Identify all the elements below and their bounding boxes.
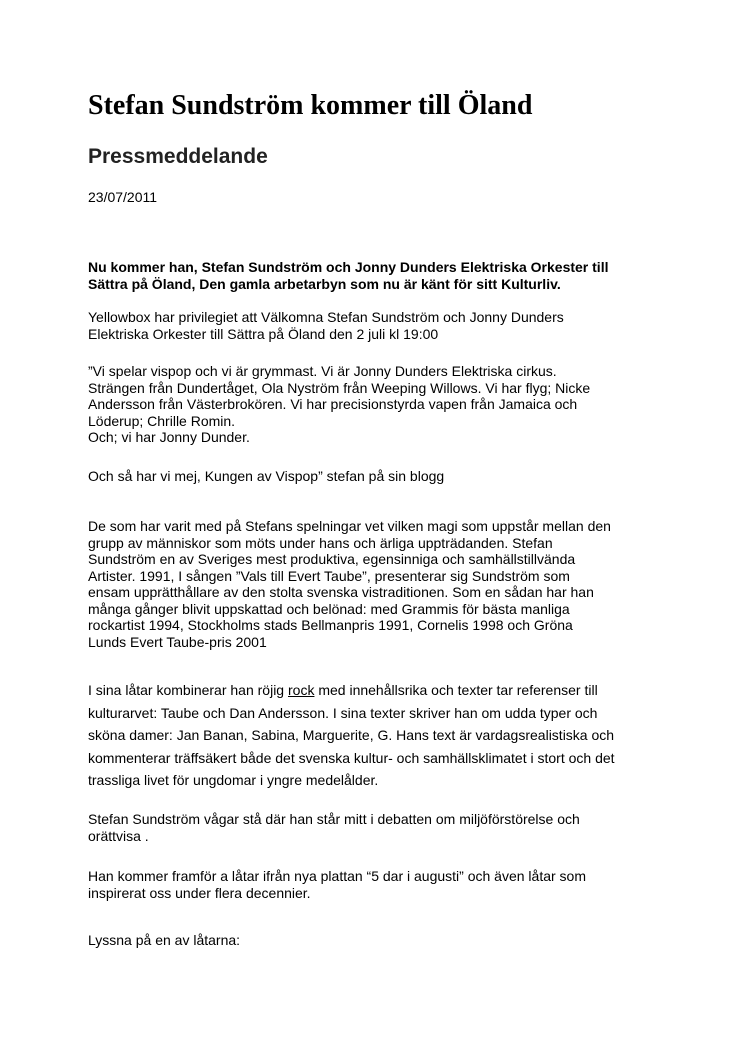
paragraph-line: många gånger blivit uppskattad och belönad: med Grammis för bästa manliga — [88, 600, 570, 617]
paragraph-line: rockartist 1994, Stockholms stads Bellmanpris 1991, Cornelis 1998 och Gröna — [88, 617, 573, 633]
paragraph-line: Löderup; Chrille Romin. — [88, 412, 236, 429]
paragraph-line: Yellowbox har privilegiet att Välkomna Stefan Sundström och Jonny Dunders — [88, 309, 564, 325]
lead-line: Nu kommer han, Stefan Sundström och Jonny Dunders Elektriska Orkester till — [88, 259, 609, 275]
paragraph-line: Andersson från Västerbrokören. Vi har precisionstyrda vapen från Jamaica och — [88, 396, 578, 412]
paragraph-line: Han kommer framför a låtar ifrån nya plattan “5 dar i augusti” och även låtar som — [88, 868, 586, 884]
paragraph-line: ensam upprätthållare av den stolta svenska vistraditionen. Som en sådan har han — [88, 584, 594, 600]
paragraph-line: Lunds Evert Taube-pris 2001 — [88, 633, 267, 650]
lead-line: Sättra på Öland, Den gamla arbetarbyn som nu är känt för sitt Kulturliv. — [88, 275, 561, 292]
paragraph-line: inspirerat oss under flera decennier. — [88, 884, 311, 901]
paragraph-line: Och; vi har Jonny Dunder. — [88, 429, 250, 445]
rock-link[interactable]: rock — [288, 682, 315, 698]
paragraph-line: Strängen från Dundertåget, Ola Nyström från Weeping Willows. Vi har flyg; Nicke — [88, 379, 591, 396]
paragraph-debate — [88, 811, 678, 844]
publish-date: 23/07/2011 — [88, 189, 158, 205]
paragraph-quote — [88, 363, 678, 446]
paragraph-line: trassliga livet för ungdomar i yngre medelålder. — [88, 772, 379, 788]
paragraph-quote-end — [88, 468, 678, 485]
paragraph-line: kommenterar träffsäkert både det svenska kultur- och samhällsklimatet i stort och det — [88, 749, 615, 766]
paragraph-line: Elektriska Orkester till Sättra på Öland den 2 juli kl 19:00 — [88, 325, 439, 342]
paragraph-line: orättvisa . — [88, 827, 149, 844]
paragraph-line: De som har varit med på Stefans spelningar vet vilken magi som uppstår mellan den — [88, 518, 611, 534]
paragraph-line: Lyssna på en av låtarna: — [88, 932, 241, 948]
document-title: Stefan Sundström kommer till Öland — [88, 90, 533, 121]
paragraph-line: ”Vi spelar vispop och vi är grymmast. Vi är Jonny Dunders Elektriska cirkus. — [88, 363, 557, 379]
paragraph-line: Sundström en av Sveriges mest produktiva, egensinniga och samhällstillvända — [88, 551, 576, 567]
paragraph-line: sköna damer: Jan Banan, Sabina, Marguerite, G. Hans text är vardagsrealistiska och — [88, 727, 615, 743]
paragraph-text: med innehållsrika och texter tar referenser till — [314, 682, 598, 698]
document-subtitle: Pressmeddelande — [88, 145, 268, 168]
paragraph-bio — [88, 518, 678, 650]
paragraph-line: Och så har vi mej, Kungen av Vispop” stefan på sin blogg — [88, 468, 445, 484]
paragraph-line: Artister. 1991, I sången ”Vals till Evert Taube”, presenterar sig Sundström som — [88, 567, 570, 584]
paragraph-listen — [88, 932, 678, 949]
paragraph-text: I sina låtar kombinerar han röjig — [88, 682, 288, 698]
paragraph-line — [88, 679, 678, 702]
lead-paragraph — [88, 259, 678, 292]
paragraph-line: grupp av människor som möts under hans och ärliga uppträdanden. Stefan — [88, 534, 553, 551]
paragraph-line: kulturarvet: Taube och Dan Andersson. I sina texter skriver han om udda typer och — [88, 704, 598, 721]
paragraph-concert — [88, 868, 678, 901]
paragraph-intro — [88, 309, 678, 342]
paragraph-line: Stefan Sundström vågar stå där han står mitt i debatten om miljöförstörelse och — [88, 811, 580, 827]
paragraph-music — [88, 679, 678, 792]
